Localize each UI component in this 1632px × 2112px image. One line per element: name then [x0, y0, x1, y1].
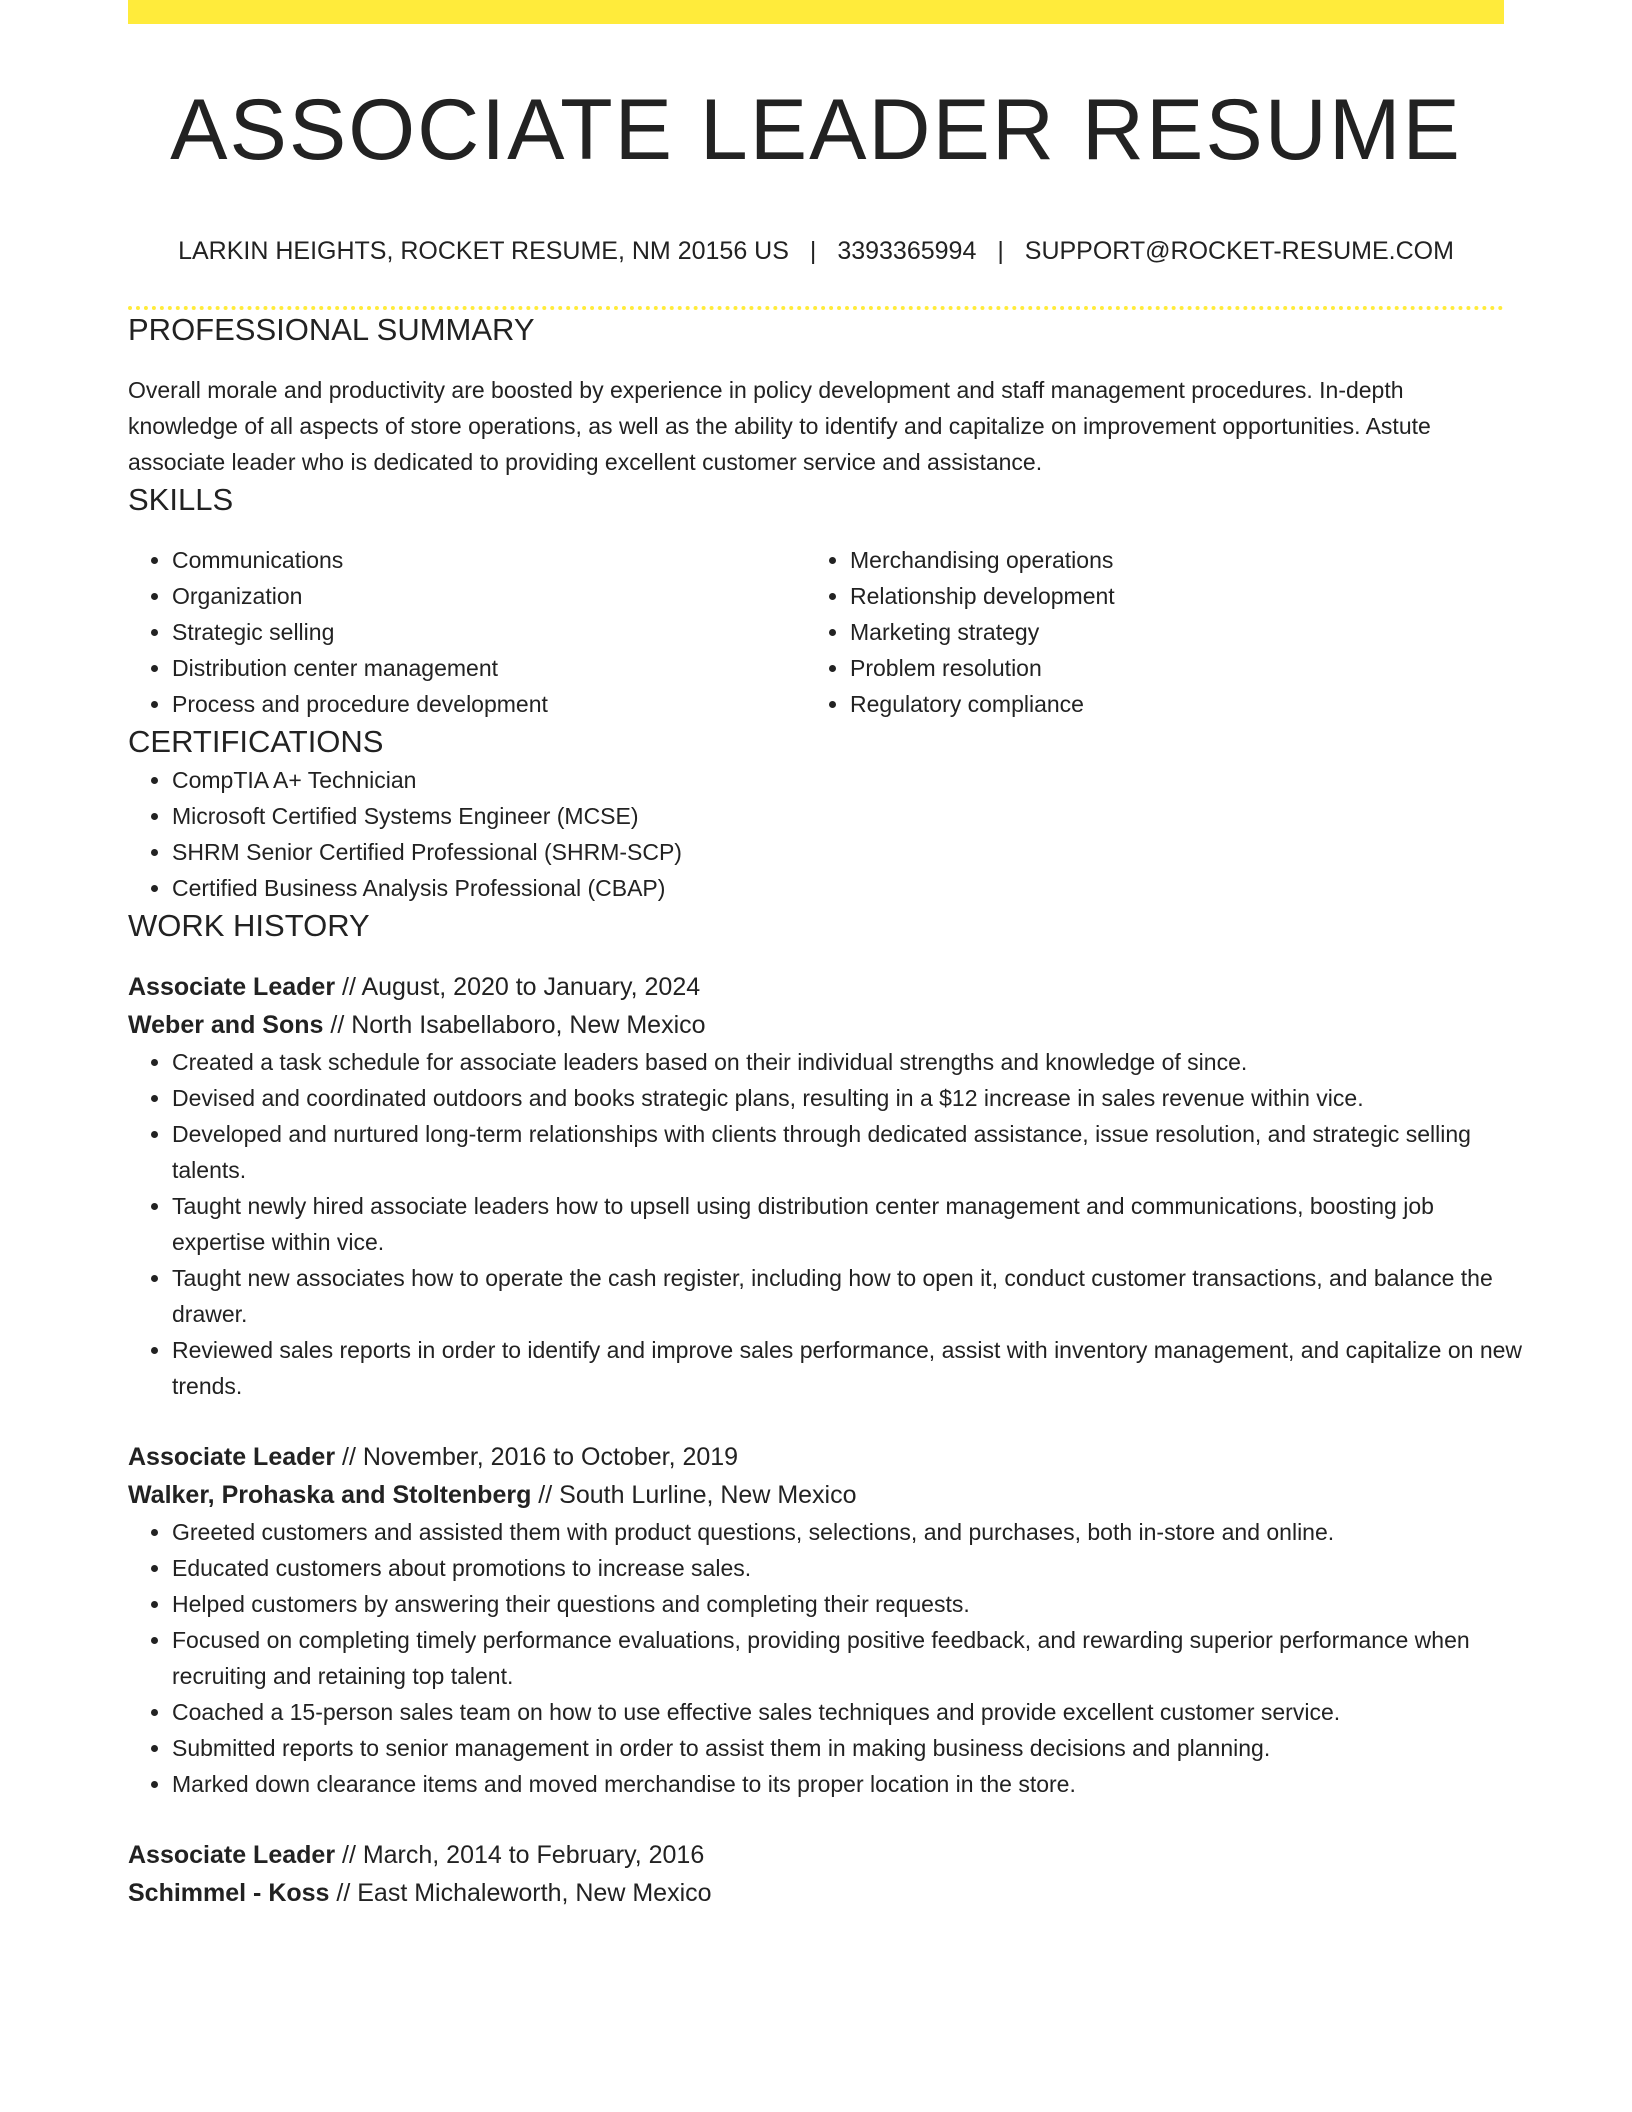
job-company: Weber and Sons	[128, 1011, 324, 1039]
job-title-line	[128, 968, 1504, 1006]
skills-list-right	[806, 542, 1484, 722]
contact-line	[128, 236, 1504, 266]
job-title: Associate Leader	[128, 1841, 336, 1869]
job-bullet: • Devised and coordinated outdoors and books strategic plans, resulting in a $12 increase in sales revenue within vice.	[172, 1080, 1522, 1116]
skills-column-left	[128, 542, 806, 722]
job-entry	[128, 1836, 1504, 1912]
skill-item: • Organization	[172, 578, 806, 614]
job-bullet: • Submitted reports to senior management in order to assist them in making business decisions and planning.	[172, 1730, 1522, 1766]
summary-heading: PROFESSIONAL SUMMARY	[128, 312, 535, 347]
job-company-line	[128, 1006, 1504, 1044]
job-bullets	[128, 1044, 1522, 1404]
certifications-list	[128, 762, 1504, 906]
job-bullet: • Educated customers about promotions to increase sales.	[172, 1550, 1522, 1586]
job-company-line	[128, 1874, 1504, 1912]
contact-phone: 3393365994	[837, 237, 977, 265]
summary-text: Overall morale and productivity are boosted by experience in policy development and staff management procedures. In-depth knowledge of all aspects of store operations, as well as the ability to identify and capitalize on improvement opportunities. Astute associate leader who is dedicated to providing excellent customer service and assistance.	[128, 377, 1431, 475]
skills-column-right	[806, 542, 1484, 722]
job-company-line	[128, 1476, 1504, 1514]
skills-heading: SKILLS	[128, 482, 234, 517]
job-bullet: • Greeted customers and assisted them with product questions, selections, and purchases, both in-store and online.	[172, 1514, 1522, 1550]
job-bullet: • Focused on completing timely performance evaluations, providing positive feedback, and rewarding superior performance when recruiting and retaining top talent.	[172, 1622, 1522, 1694]
skill-item: • Regulatory compliance	[850, 686, 1484, 722]
job-company: Schimmel - Koss	[128, 1879, 330, 1907]
job-bullet: • Created a task schedule for associate leaders based on their individual strengths and knowledge of since.	[172, 1044, 1522, 1080]
job-location: // North Isabellaboro, New Mexico	[323, 1011, 706, 1039]
job-bullet: • Taught newly hired associate leaders how to upsell using distribution center management and communications, boosting job expertise within vice.	[172, 1188, 1522, 1260]
job-dates: // August, 2020 to January, 2024	[335, 973, 701, 1001]
certification-item: • Microsoft Certified Systems Engineer (MCSE)	[172, 798, 1504, 834]
job-entry	[128, 1438, 1504, 1802]
job-bullet: • Developed and nurtured long-term relationships with clients through dedicated assistance, issue resolution, and strategic selling talents.	[172, 1116, 1522, 1188]
skill-item: • Process and procedure development	[172, 686, 806, 722]
job-dates: // November, 2016 to October, 2019	[335, 1443, 739, 1471]
job-bullet: • Marked down clearance items and moved merchandise to its proper location in the store.	[172, 1766, 1522, 1802]
job-bullet: • Reviewed sales reports in order to identify and improve sales performance, assist with inventory management, and capitalize on new trends.	[172, 1332, 1522, 1404]
certification-item: • CompTIA A+ Technician	[172, 762, 1504, 798]
resume-content	[128, 0, 1523, 1912]
job-title-line	[128, 1836, 1504, 1874]
contact-separator: |	[997, 237, 1004, 265]
work-history-heading: WORK HISTORY	[128, 908, 370, 943]
certification-item: • SHRM Senior Certified Professional (SHRM-SCP)	[172, 834, 1504, 870]
contact-address: LARKIN HEIGHTS, ROCKET RESUME, NM 20156 US	[178, 237, 789, 265]
job-location: // South Lurline, New Mexico	[531, 1481, 857, 1509]
job-location: // East Michaleworth, New Mexico	[329, 1879, 712, 1907]
page-title: ASSOCIATE LEADER RESUME	[170, 82, 1462, 178]
job-bullet: • Helped customers by answering their questions and completing their requests.	[172, 1586, 1522, 1622]
job-bullets	[128, 1514, 1522, 1802]
contact-email: SUPPORT@ROCKET-RESUME.COM	[1024, 237, 1454, 265]
skills-grid	[128, 542, 1504, 722]
skill-item: • Communications	[172, 542, 806, 578]
job-title: Associate Leader	[128, 973, 336, 1001]
certification-item: • Certified Business Analysis Professional (CBAP)	[172, 870, 1504, 906]
job-title: Associate Leader	[128, 1443, 336, 1471]
skill-item: • Strategic selling	[172, 614, 806, 650]
job-entry	[128, 968, 1523, 1404]
job-company: Walker, Prohaska and Stoltenberg	[128, 1481, 532, 1509]
contact-separator: |	[809, 237, 817, 265]
skill-item: • Marketing strategy	[850, 614, 1484, 650]
job-title-line	[128, 1438, 1504, 1476]
skill-item: • Distribution center management	[172, 650, 806, 686]
job-dates: // March, 2014 to February, 2016	[335, 1841, 705, 1869]
job-bullet: • Coached a 15-person sales team on how to use effective sales techniques and provide excellent customer service.	[172, 1694, 1522, 1730]
skill-item: • Relationship development	[850, 578, 1484, 614]
skills-list-left	[128, 542, 806, 722]
job-bullet: • Taught new associates how to operate the cash register, including how to open it, conduct customer transactions, and balance the drawer.	[172, 1260, 1522, 1332]
skill-item: • Problem resolution	[850, 650, 1484, 686]
certifications-heading: CERTIFICATIONS	[128, 724, 384, 759]
skill-item: • Merchandising operations	[850, 542, 1484, 578]
